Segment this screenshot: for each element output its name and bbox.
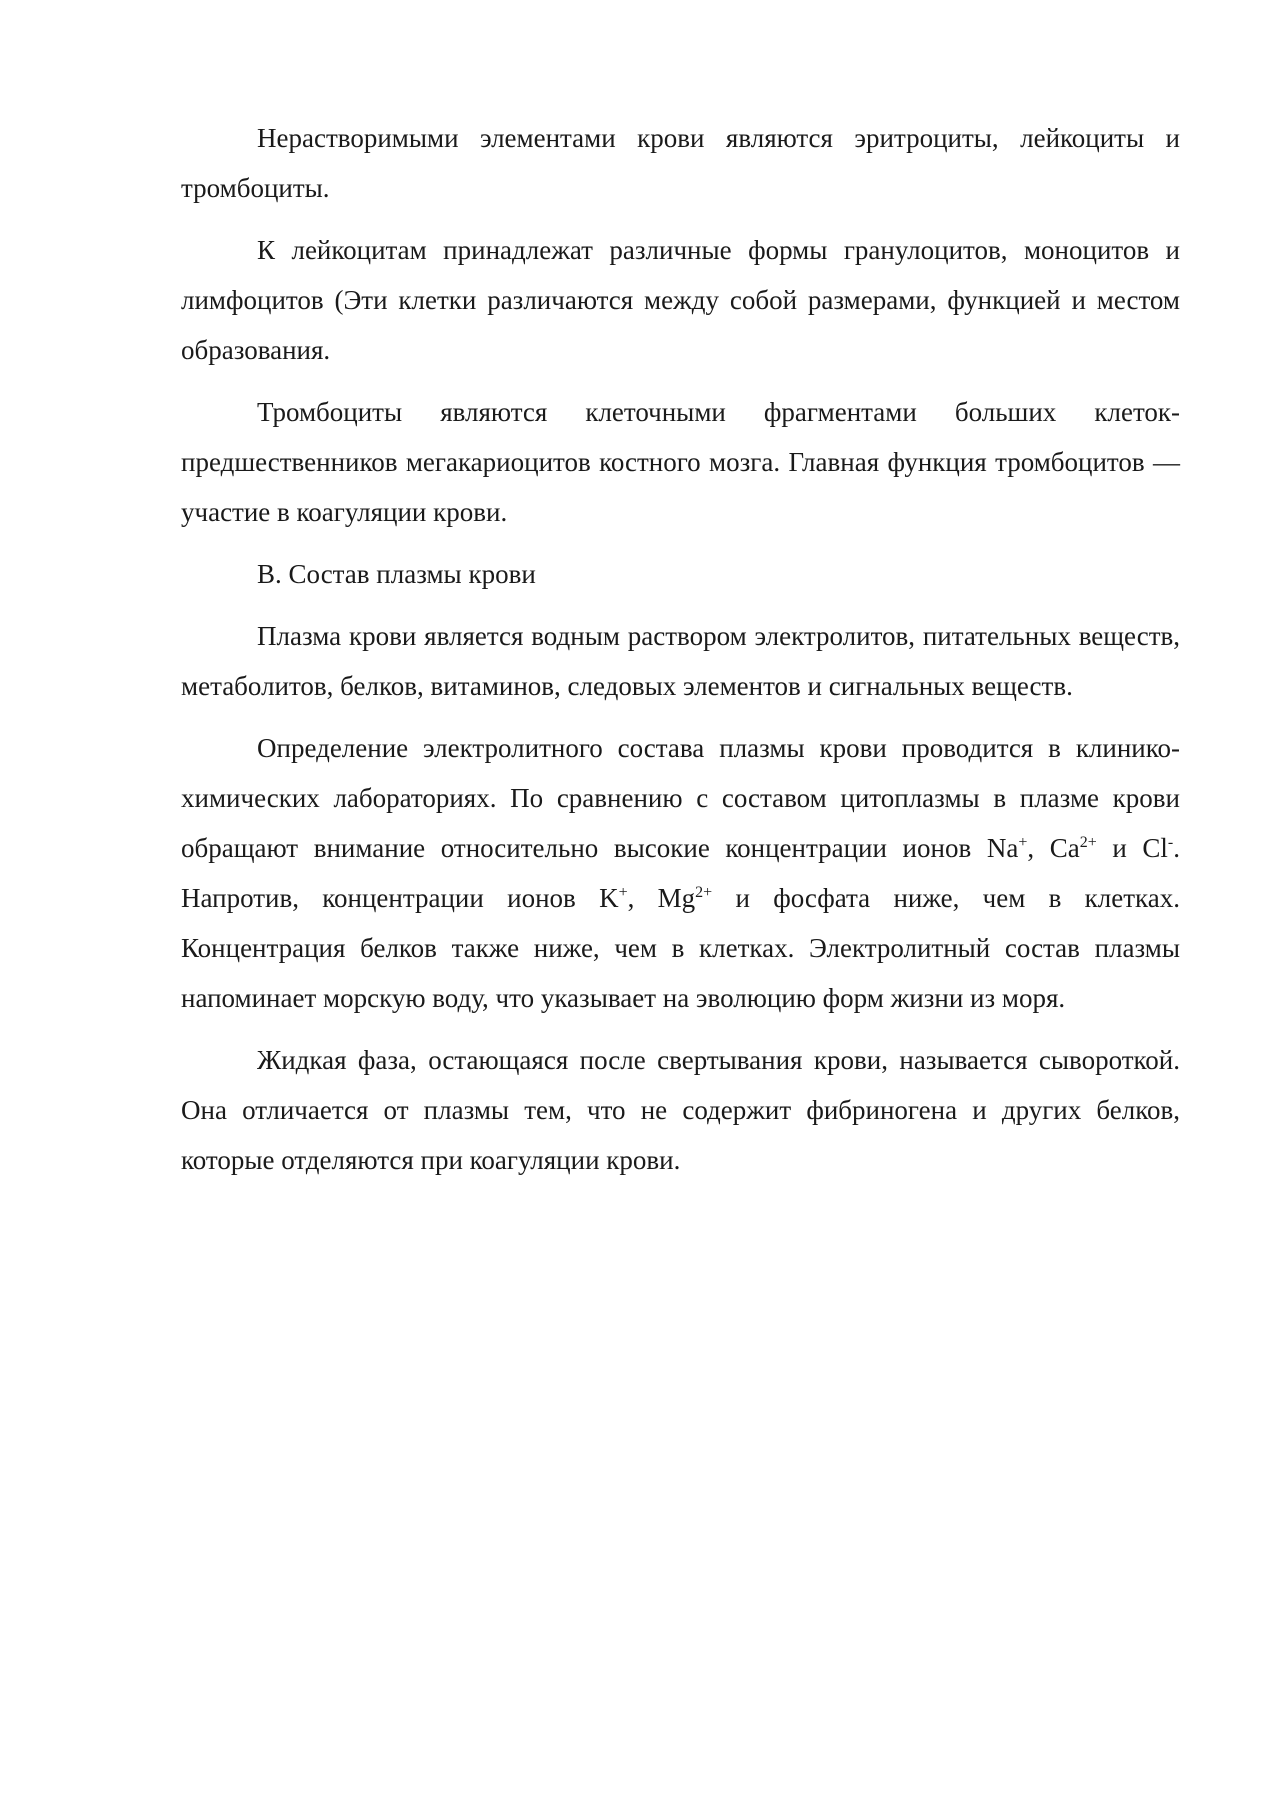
text-segment: , Ca <box>1027 833 1080 863</box>
superscript-charge: 2+ <box>695 884 713 901</box>
text-segment: , Mg <box>627 883 696 913</box>
paragraph-leukocytes: К лейкоцитам принадлежат различные формы гранулоцитов, моноцитов и лимфоцитов (Эти клетки различаются между собой размерами, функцией и местом образования. <box>181 235 1180 365</box>
paragraph-thrombocytes: Тромбоциты являются клеточными фрагментами больших клеток-предшественников мегакариоцитов костного мозга. Главная функция тромбоцитов — участие в коагуляции крови. <box>181 397 1180 527</box>
paragraph-serum: Жидкая фаза, остающаяся после свертывания крови, называется сывороткой. Она отличается от плазмы тем, что не содержит фибриногена и других белков, которые отделяются при коагуляции крови. <box>181 1045 1180 1175</box>
paragraph-plasma-definition: Плазма крови является водным раствором электролитов, питательных веществ, метаболитов, белков, витаминов, следовых элементов и сигнальных веществ. <box>181 621 1180 701</box>
text-segment: и Cl <box>1096 833 1168 863</box>
document-body <box>181 113 1180 1197</box>
superscript-charge: + <box>618 884 628 901</box>
superscript-charge: - <box>1167 834 1174 851</box>
paragraph-electrolyte-composition <box>181 723 1180 1023</box>
text-segment: . Напротив, концентрации ионов K <box>181 833 1180 913</box>
superscript-charge: + <box>1018 834 1028 851</box>
section-heading-plasma-composition: B. Состав плазмы крови <box>257 559 536 589</box>
text-segment: и фосфата ниже, чем в клетках. Концентрация белков также ниже, чем в клетках. Электролитный состав плазмы напоминает морскую воду, что указывает на эволюцию форм жизни из моря. <box>181 883 1180 1013</box>
text-segment: Определение электролитного состава плазмы крови проводится в клинико-химических лабораториях. По сравнению с составом цитоплазмы в плазме крови обращают внимание относительно высокие концентрации ионов Na <box>181 733 1180 863</box>
superscript-charge: 2+ <box>1079 834 1097 851</box>
paragraph-insoluble-elements: Нерастворимыми элементами крови являются эритроциты, лейкоциты и тромбоциты. <box>181 123 1180 203</box>
